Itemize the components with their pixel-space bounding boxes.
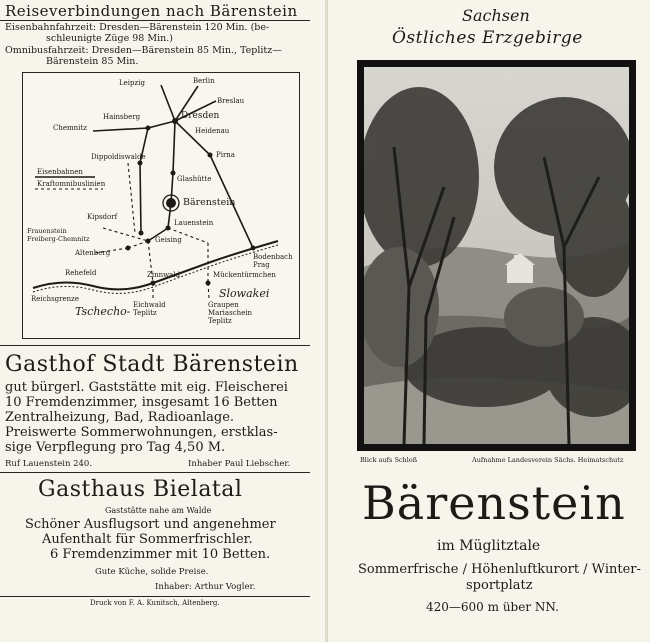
map-label-breslau: Breslau: [217, 97, 245, 105]
ad-gasthof-title: Gasthof Stadt Bärenstein: [5, 352, 299, 377]
map-label-altenberg: Altenberg: [75, 249, 111, 257]
map-label-heidenau: Heidenau: [195, 127, 230, 135]
map-label-berlin: Berlin: [193, 77, 215, 85]
rail-time-line2: schleunigte Züge 98 Min.): [46, 33, 173, 44]
ad-gasthof-line: 10 Fremdenzimmer, insgesamt 16 Betten: [5, 395, 278, 410]
map-label-zinnwald: Zinnwald: [147, 271, 181, 279]
castle-photo-image: [364, 67, 629, 444]
printer-imprint: Druck von F. A. Kunitsch, Altenberg.: [90, 599, 220, 607]
map-label-frauenstein: Frauenstein Freiberg-Chemnitz: [27, 227, 90, 243]
map-label-chemnitz: Chemnitz: [53, 124, 87, 132]
ad-bielatal-line: 6 Fremdenzimmer mit 10 Betten.: [50, 547, 271, 562]
map-label-reichsgrenze: Reichsgrenze: [31, 295, 79, 303]
photo-caption-left: Blick aufs Schloß: [360, 456, 418, 464]
map-legend-bus: Kraftomnibuslinien: [37, 180, 106, 188]
town-description-line2: sportplatz: [466, 578, 533, 593]
map-region-tschecho: Tschecho-: [75, 305, 131, 318]
ad-gasthof-phone: Ruf Lauenstein 240.: [5, 459, 93, 469]
ad-bielatal-line: Schöner Ausflugsort und angenehmer: [25, 517, 276, 532]
map-label-dippoldiswalde: Dippoldiswalde: [91, 153, 146, 161]
map-label-leipzig: Leipzig: [119, 79, 145, 87]
map-label-lauenstein: Lauenstein: [174, 219, 214, 227]
map-label-hainsberg: Hainsberg: [103, 113, 141, 121]
region-saxony: Sachsen: [462, 6, 530, 25]
map-label-mueckentuermchen: Mückentürmchen: [213, 271, 276, 279]
ad-bielatal-line: Aufenthalt für Sommerfrischler.: [42, 532, 253, 547]
region-erzgebirge: Östliches Erzgebirge: [392, 28, 583, 48]
ad-bielatal-title: Gasthaus Bielatal: [38, 477, 243, 502]
ad-gasthof-line: gut bürgerl. Gaststätte mit eig. Fleischerei: [5, 380, 288, 395]
map-region-slowakei: Slowakei: [219, 287, 270, 300]
route-map: [22, 72, 300, 339]
ad-gasthof-owner: Inhaber Paul Liebscher.: [188, 459, 291, 469]
map-label-baerenstein: Bärenstein: [183, 197, 236, 208]
map-label-glashuette: Glashütte: [177, 175, 212, 183]
town-description-line1: Sommerfrische / Höhenluftkurort / Winter-: [358, 562, 641, 577]
map-label-dresden: Dresden: [181, 111, 220, 121]
rail-time-line1: Eisenbahnfahrzeit: Dresden—Bärenstein 120 Min. (be-: [5, 22, 270, 33]
bus-time-line2: Bärenstein 85 Min.: [46, 56, 139, 67]
map-label-kipsdorf: Kipsdorf: [87, 213, 118, 221]
castle-photo: [357, 60, 636, 451]
ad-bielatal-tagline: Gaststätte nahe am Walde: [105, 506, 212, 515]
town-altitude: 420—600 m über NN.: [426, 600, 559, 614]
map-label-pirna: Pirna: [216, 151, 235, 159]
divider: [0, 472, 310, 473]
map-legend-rail: Eisenbahnen: [37, 168, 83, 176]
ad-gasthof-line: Preiswerte Sommerwohnungen, erstklas-: [5, 425, 278, 440]
bus-time-line1: Omnibusfahrzeit: Dresden—Bärenstein 85 Min., Teplitz—: [5, 45, 282, 56]
map-label-eichwald: Eichwald Teplitz: [133, 301, 166, 317]
divider: [0, 345, 310, 346]
ad-gasthof-line: Zentralheizung, Bad, Radioanlage.: [5, 410, 235, 425]
map-label-bodenbach: Bodenbach Prag: [253, 253, 293, 269]
map-label-rehefeld: Rehefeld: [65, 269, 97, 277]
travel-connections-heading: Reiseverbindungen nach Bärenstein: [5, 2, 298, 20]
divider: [0, 596, 310, 597]
town-subtitle: im Müglitztale: [437, 538, 541, 554]
town-title: Bärenstein: [362, 476, 626, 530]
map-label-graupen: Graupen Mariaschein Teplitz: [208, 301, 253, 325]
ad-bielatal-owner: Inhaber: Arthur Vogler.: [155, 582, 256, 592]
divider: [0, 20, 310, 21]
map-label-geising: Geising: [155, 236, 182, 244]
photo-caption-right: Aufnahme Landesverein Sächs. Heimatschutz: [472, 456, 624, 464]
ad-bielatal-kitchen: Gute Küche, solide Preise.: [95, 567, 209, 577]
ad-gasthof-line: sige Verpflegung pro Tag 4,50 M.: [5, 440, 226, 455]
